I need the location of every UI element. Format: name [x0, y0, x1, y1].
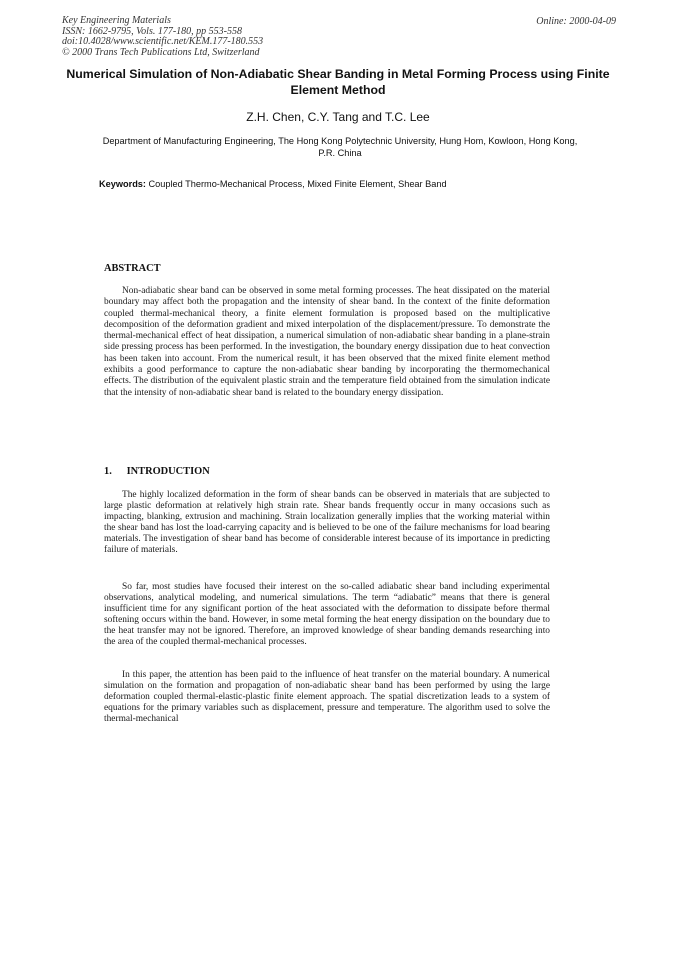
section-title: INTRODUCTION — [126, 466, 210, 477]
journal-header — [62, 16, 263, 58]
keywords-label: Keywords: — [99, 179, 146, 189]
issn-line: ISSN: 1662-9795, Vols. 177-180, pp 553-558 — [62, 25, 242, 37]
author-list: Z.H. Chen, C.Y. Tang and T.C. Lee — [246, 110, 430, 124]
copyright-line: © 2000 Trans Tech Publications Ltd, Switzerland — [62, 46, 260, 58]
doi-link[interactable]: doi:10.4028/www.scientific.net/KEM.177-180.553 — [62, 36, 264, 47]
abstract-heading: ABSTRACT — [104, 263, 161, 274]
journal-name: Key Engineering Materials — [62, 15, 171, 26]
intro-paragraph-3: In this paper, the attention has been paid to the influence of heat transfer on the material boundary. A numerical simulation on the formation and propagation of non-adiabatic shear band has been performed by using the large deformation coupled thermal-elastic-plastic finite element approach. The spatial discretization leads to a system of equations for the primary variables such as displacement, pressure and temperature. The algorithm used to solve the thermal-mechanical — [104, 670, 550, 724]
keywords-line — [99, 179, 447, 189]
affiliation: Department of Manufacturing Engineering, The Hong Kong Polytechnic University, Hung Hom, Kowloon, Hong Kong, P.R. China — [102, 136, 578, 158]
intro-paragraph-1: The highly localized deformation in the form of shear bands can be observed in materials that are subjected to large plastic deformation at relatively high strain rate. Shear bands frequently occur in many occasions such as impacting, blanking, extrusion and machining. Strain localization generally implies that the working material within the shear band has lost the load-carrying capacity and is believed to be one of the failure mechanisms for load bearing materials. The investigation of shear band has become of considerable interest because of its importance in predicting failure of materials. — [104, 490, 550, 555]
section-number: 1. — [104, 466, 112, 477]
intro-paragraph-2: So far, most studies have focused their interest on the so-called adiabatic shear band including experimental observations, analytical modeling, and numerical simulations. The term “adiabatic” means that there is general insufficient time for any significant portion of the heat associated with the deformation to dissipate before thermal softening occurs within the band. However, in some metal forming the heat energy dissipation on the boundary due to the heat transfer may not be ignored. Therefore, an improved knowledge of shear banding demands researching into the area of the coupled thermal-mechanical processes. — [104, 582, 550, 647]
keywords-text: Coupled Thermo-Mechanical Process, Mixed Finite Element, Shear Band — [148, 179, 447, 189]
paper-title: Numerical Simulation of Non-Adiabatic Shear Banding in Metal Forming Process using Finite Element Method — [66, 67, 610, 97]
section-heading-introduction — [104, 466, 210, 477]
online-date: Online: 2000-04-09 — [536, 16, 616, 27]
abstract-text: Non-adiabatic shear band can be observed in some metal forming processes. The heat dissipated on the material boundary may affect both the propagation and the intensity of shear band. In the context of the finite deformation coupled thermal-mechanical theory, a finite element formulation is proposed based on the multiplicative decomposition of the deformation gradient and mixed interpolation of the displacement/pressure. To demonstrate the thermal-mechanical effect of heat dissipation, a numerical simulation of non-adiabatic shear banding in a plane-strain side pressing process has been performed. In the investigation, the boundary energy dissipation due to heat convection has been taken into account. From the numerical result, it has been observed that the mixed finite element method exhibits a good performance to capture the non-adiabatic shear banding by incorporating the thermomechanical effects. The distribution of the equivalent plastic strain and the temperature field obtained from the simulation indicate that the intensity of non-adiabatic shear band is related to the boundary energy dissipation. — [104, 286, 550, 398]
